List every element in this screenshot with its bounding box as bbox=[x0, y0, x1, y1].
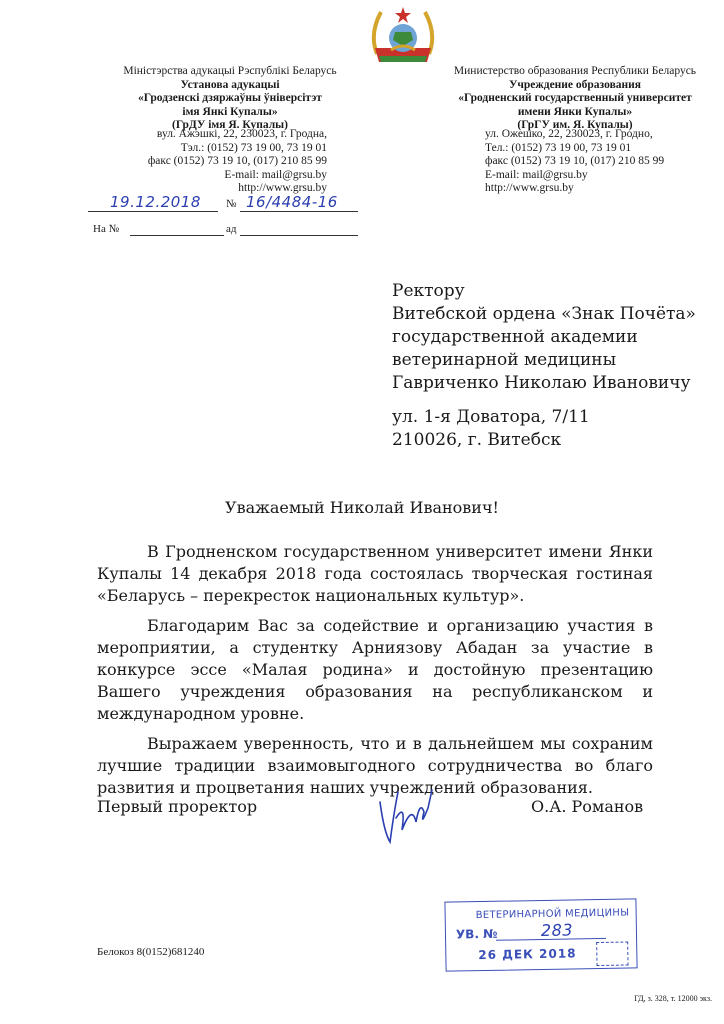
signatory-position: Первый проректор bbox=[97, 797, 258, 816]
reference-date-line bbox=[240, 235, 358, 236]
reference-label: На № bbox=[93, 223, 120, 235]
incoming-stamp bbox=[444, 898, 637, 971]
address-left bbox=[95, 128, 327, 196]
paragraph-2: Благодарим Вас за содействие и организацию участия в мероприятии, а студентку Арниязову Абадан за участие в конкурсе эссе «Малая родина» и достойную презентацию Вашего учреждения образования на республиканском и международном уровне. bbox=[97, 616, 653, 723]
phone-by: Тэл.: (0152) 73 19 00, 73 19 01 bbox=[180, 141, 327, 154]
ministry-ru: Министерство образования Республики Беларусь bbox=[453, 65, 697, 77]
addressee-line-3: государственной академии bbox=[392, 327, 638, 347]
web-ru: http://www.grsu.by bbox=[485, 182, 574, 194]
fax-by: факс (0152) 73 19 10, (017) 210 85 99 bbox=[147, 155, 327, 167]
paragraph-1: В Гродненском государственном университет имени Янки Купалы 14 декабря 2018 года состоялась творческая гостиная «Беларусь – перекресток национальных культур». bbox=[97, 542, 653, 605]
outgoing-date-field bbox=[88, 193, 218, 213]
reference-from-label: ад bbox=[226, 223, 237, 235]
stamp-date: 26 ДЕК 2018 bbox=[478, 946, 577, 963]
addressee-line-5: Гавриченко Николаю Ивановичу bbox=[392, 373, 691, 393]
outgoing-number: 16/4484-16 bbox=[246, 193, 338, 211]
reference-number-line bbox=[130, 235, 224, 236]
signatory-name: О.А. Романов bbox=[531, 797, 644, 816]
salutation: Уважаемый Николай Иванович! bbox=[225, 498, 499, 517]
stamp-number-label: УВ. № bbox=[455, 926, 498, 942]
institution-abbr-by: (ГрДУ імя Я. Купалы) bbox=[172, 119, 288, 131]
institution-name-by-2: імя Янкі Купалы» bbox=[182, 105, 278, 118]
letter-body bbox=[97, 541, 653, 799]
handwritten-signature bbox=[372, 782, 442, 852]
institution-name-ru-1: «Гродненский государственный университет bbox=[458, 92, 692, 104]
addressee-address-1: ул. 1-я Доватора, 7/11 bbox=[392, 407, 590, 427]
state-emblem bbox=[367, 4, 439, 66]
phone-ru: Тел.: (0152) 73 19 00, 73 19 01 bbox=[485, 141, 632, 154]
institution-type-by: Установа адукацыі bbox=[180, 78, 280, 91]
print-info: ГД, з. 328, т. 12000 экз. bbox=[634, 994, 712, 1003]
stamp-org: ВЕТЕРИНАРНОЙ МЕДИЦИНЫ bbox=[475, 907, 630, 922]
executor-info: Белокоз 8(0152)681240 bbox=[97, 946, 205, 958]
email-ru: E-mail: mail@grsu.by bbox=[485, 168, 588, 181]
addressee-line-1: Ректору bbox=[392, 281, 465, 301]
addressee-line-4: ветеринарной медицины bbox=[392, 350, 617, 370]
email-by: E-mail: mail@grsu.by bbox=[224, 168, 327, 181]
outgoing-number-label: № bbox=[226, 198, 237, 210]
outgoing-date: 19.12.2018 bbox=[110, 193, 201, 211]
institution-name-ru-2: имени Янки Купалы» bbox=[517, 105, 633, 118]
street-ru: ул. Ожешко, 22, 230023, г. Гродно, bbox=[485, 128, 653, 140]
addressee-line-2: Витебской ордена «Знак Почёта» bbox=[392, 304, 696, 324]
ministry-by: Міністэрства адукацыі Рэспублікі Беларусь bbox=[123, 65, 337, 77]
stamp-number: 283 bbox=[540, 920, 574, 940]
institution-type-ru: Учреждение образования bbox=[508, 78, 641, 91]
institution-abbr-ru: (ГрГУ им. Я. Купалы) bbox=[517, 119, 633, 131]
fax-ru: факс (0152) 73 19 10, (017) 210 85 99 bbox=[485, 155, 665, 167]
addressee-block bbox=[392, 280, 712, 452]
web-by: http://www.grsu.by bbox=[238, 182, 327, 194]
addressee-address-2: 210026, г. Витебск bbox=[392, 430, 562, 450]
outgoing-number-field bbox=[240, 193, 358, 213]
address-right bbox=[485, 128, 715, 196]
header-right bbox=[440, 65, 710, 133]
paragraph-3: Выражаем уверенность, что и в дальнейшем мы сохраним лучшие традиции взаимовыгодного сотрудничества во благо развития и процветания наших учреждений образования. bbox=[97, 734, 653, 797]
header-left bbox=[95, 65, 365, 133]
institution-name-by-1: «Гродзенскі дзяржаўны ўніверсітэт bbox=[138, 92, 322, 104]
street-by: вул. Ажэшкі, 22, 230023, г. Гродна, bbox=[156, 128, 327, 140]
